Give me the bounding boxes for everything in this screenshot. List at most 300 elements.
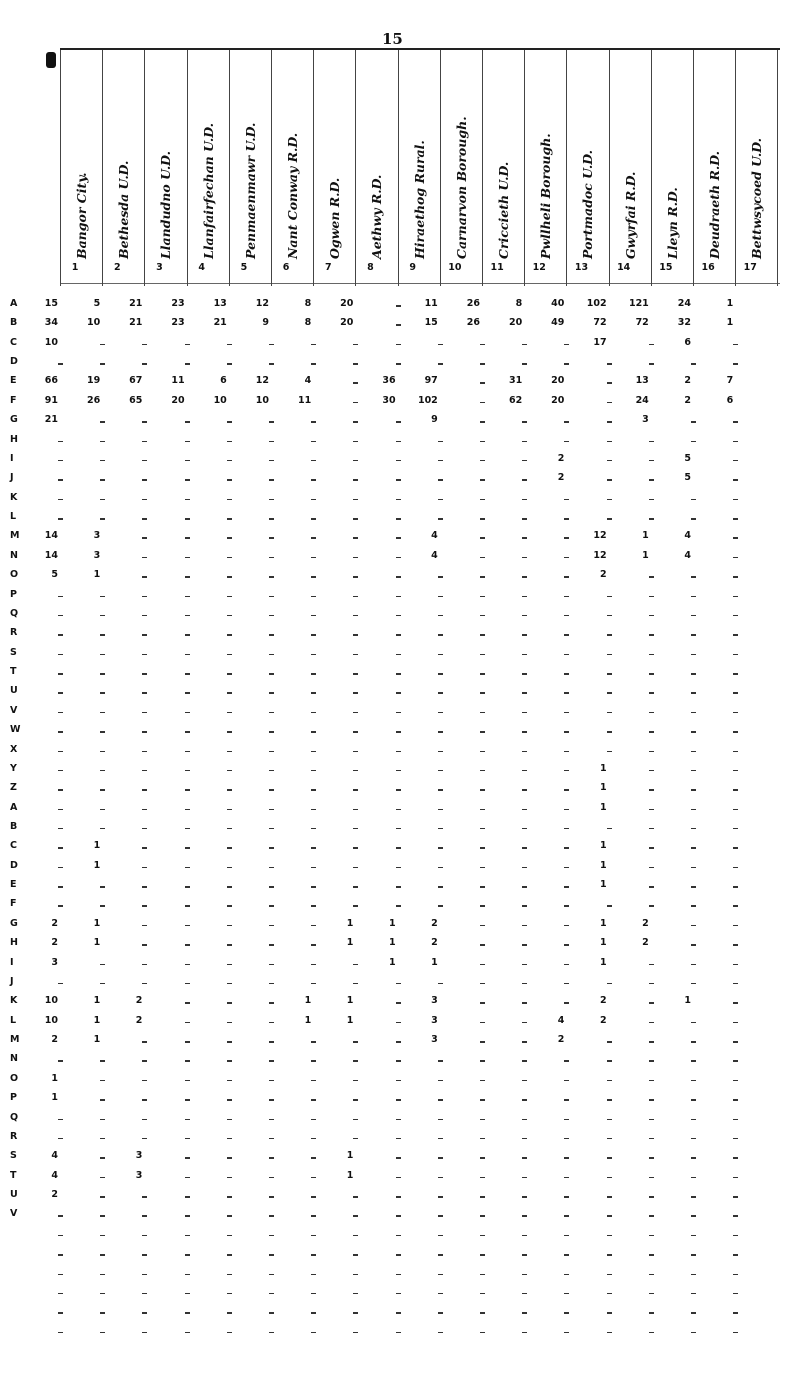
table-cell-dash — [58, 1215, 63, 1217]
table-cell-dash — [396, 499, 401, 501]
table-cell-dash — [691, 1022, 696, 1024]
column-header-label: Criccieth U.D. — [496, 161, 512, 259]
table-cell-dash — [311, 460, 316, 462]
table-cell-dash — [438, 731, 443, 733]
table-cell: 1 — [93, 859, 101, 871]
table-cell-dash — [353, 847, 358, 849]
table-cell-dash — [269, 1293, 274, 1295]
table-cell: 20 — [340, 298, 354, 309]
table-cell-dash — [480, 537, 485, 539]
table-cell-dash — [607, 518, 612, 520]
table-cell: 10 — [44, 995, 58, 1007]
table-cell-dash — [227, 634, 232, 636]
table-cell-dash — [691, 441, 696, 443]
table-cell-dash — [396, 305, 401, 307]
table-cell-dash — [142, 1215, 147, 1217]
table-cell: 2 — [51, 1189, 58, 1201]
column-header — [187, 52, 229, 274]
table-cell-dash — [100, 1254, 105, 1256]
table-cell-dash — [227, 925, 232, 927]
table-cell-dash — [733, 576, 738, 578]
table-cell-dash — [480, 441, 485, 443]
table-cell-dash — [396, 1177, 401, 1179]
table-cell-dash — [185, 789, 190, 791]
table-cell: 66 — [44, 375, 58, 387]
table-cell-dash — [227, 1060, 232, 1062]
table-cell-dash — [269, 1002, 274, 1004]
table-cell-dash — [438, 479, 443, 481]
table-cell-dash — [480, 1293, 485, 1295]
table-cell-dash — [733, 751, 738, 753]
table-cell-dash — [311, 1312, 316, 1314]
table-cell-dash — [185, 1235, 190, 1237]
row-label: S — [10, 1150, 17, 1162]
table-cell-dash — [269, 692, 274, 694]
row-label: I — [10, 956, 14, 968]
table-cell-dash — [269, 712, 274, 714]
column-number: 15 — [659, 262, 673, 273]
table-cell-dash — [649, 634, 654, 636]
table-cell-dash — [142, 344, 147, 346]
table-cell-dash — [480, 1022, 485, 1024]
table-cell-dash — [353, 1312, 358, 1314]
table-cell-dash — [185, 828, 190, 830]
table-cell-dash — [353, 479, 358, 481]
table-cell-dash — [480, 1332, 485, 1334]
table-cell: 13 — [635, 375, 649, 387]
table-cell-dash — [607, 615, 612, 617]
table-cell-dash — [480, 576, 485, 578]
table-cell-dash — [733, 1138, 738, 1140]
table-cell-dash — [564, 518, 569, 520]
table-cell-dash — [691, 673, 696, 675]
column-header — [355, 52, 397, 274]
table-cell-dash — [353, 1332, 358, 1334]
table-cell-dash — [564, 828, 569, 830]
table-cell: 65 — [129, 394, 143, 406]
table-cell-dash — [691, 1235, 696, 1237]
table-cell-dash — [607, 382, 612, 384]
table-cell-dash — [522, 925, 527, 927]
table-cell: 1 — [431, 956, 438, 968]
table-cell-dash — [396, 731, 401, 733]
table-cell: 12 — [255, 298, 269, 309]
table-cell-dash — [396, 1293, 401, 1295]
table-cell-dash — [649, 1002, 654, 1004]
table-cell-dash — [564, 944, 569, 946]
table-cell-dash — [142, 1138, 147, 1140]
table-cell: 3 — [431, 1034, 438, 1046]
table-cell-dash — [353, 654, 358, 656]
table-cell-dash — [480, 925, 485, 927]
table-cell-dash — [649, 1235, 654, 1237]
row-label: R — [10, 1130, 18, 1142]
table-cell-dash — [733, 847, 738, 849]
table-cell-dash — [733, 557, 738, 559]
table-cell-dash — [142, 634, 147, 636]
table-cell-dash — [58, 692, 63, 694]
table-cell-dash — [438, 1293, 443, 1295]
table-cell: 8 — [515, 298, 523, 309]
table-cell-dash — [480, 1138, 485, 1140]
column-number: 17 — [743, 262, 757, 273]
table-cell: 2 — [135, 1014, 143, 1026]
table-cell-dash — [607, 363, 612, 365]
table-cell-dash — [396, 789, 401, 791]
table-cell: 2 — [684, 375, 691, 387]
column-number: 7 — [324, 262, 332, 273]
table-cell-dash — [564, 1254, 569, 1256]
page-number: 15 — [382, 30, 403, 48]
table-cell-dash — [353, 1060, 358, 1062]
table-cell-dash — [607, 1196, 612, 1198]
table-cell-dash — [733, 692, 738, 694]
table-cell-dash — [227, 809, 232, 811]
table-cell-dash — [142, 925, 147, 927]
table-cell-dash — [311, 1041, 316, 1043]
table-cell-dash — [227, 1177, 232, 1179]
table-cell-dash — [227, 964, 232, 966]
table-cell-dash — [607, 1099, 612, 1101]
table-cell-dash — [396, 1157, 401, 1159]
table-cell-dash — [438, 1196, 443, 1198]
table-cell-dash — [649, 499, 654, 501]
table-cell-dash — [227, 615, 232, 617]
table-cell: 12 — [593, 549, 607, 561]
table-cell-dash — [649, 1119, 654, 1121]
ink-blot — [46, 52, 56, 68]
table-cell-dash — [522, 634, 527, 636]
column-header-label: Bettwsycoed U.D. — [749, 138, 765, 259]
table-cell-dash — [480, 712, 485, 714]
table-cell-dash — [185, 770, 190, 772]
table-cell-dash — [58, 615, 63, 617]
column-number: 1 — [71, 262, 79, 273]
table-cell: 26 — [466, 298, 480, 309]
column-header — [651, 52, 693, 274]
table-cell-dash — [733, 441, 738, 443]
table-cell-dash — [185, 673, 190, 675]
table-cell-dash — [227, 1235, 232, 1237]
table-cell: 19 — [86, 375, 101, 387]
table-cell-dash — [396, 1332, 401, 1334]
table-cell: 91 — [44, 394, 58, 406]
table-cell-dash — [691, 905, 696, 907]
table-cell-dash — [58, 789, 63, 791]
table-cell: 2 — [51, 1034, 58, 1046]
table-cell-dash — [185, 1041, 190, 1043]
column-header-label: Llandudno U.D. — [158, 151, 174, 259]
table-cell-dash — [438, 441, 443, 443]
table-cell-dash — [353, 421, 358, 423]
table-cell-dash — [733, 944, 738, 946]
table-cell-dash — [564, 634, 569, 636]
table-cell-dash — [691, 809, 696, 811]
table-cell-dash — [480, 1002, 485, 1004]
table-cell-dash — [733, 363, 738, 365]
table-cell-dash — [522, 441, 527, 443]
table-cell-dash — [311, 886, 316, 888]
table-cell-dash — [438, 770, 443, 772]
table-cell-dash — [607, 1060, 612, 1062]
table-cell: 2 — [557, 1034, 565, 1046]
table-cell-dash — [607, 1274, 612, 1276]
table-cell-dash — [733, 673, 738, 675]
table-cell-dash — [691, 770, 696, 772]
table-cell-dash — [564, 1002, 569, 1004]
table-cell-dash — [522, 615, 527, 617]
table-cell-dash — [353, 809, 358, 811]
table-cell-dash — [733, 809, 738, 811]
table-cell: 8 — [304, 298, 312, 309]
table-cell-dash — [353, 634, 358, 636]
table-cell-dash — [691, 751, 696, 753]
row-label: M — [10, 1034, 20, 1046]
table-cell-dash — [649, 712, 654, 714]
table-cell: 1 — [93, 840, 101, 852]
table-cell-dash — [311, 867, 316, 869]
table-cell-dash — [269, 479, 274, 481]
table-cell-dash — [269, 847, 274, 849]
table-cell-dash — [311, 964, 316, 966]
table-cell-dash — [269, 1312, 274, 1314]
table-cell-dash — [311, 1080, 316, 1082]
table-cell-dash — [396, 1022, 401, 1024]
table-cell-dash — [353, 1080, 358, 1082]
table-cell: 11 — [297, 394, 312, 406]
table-cell-dash — [311, 789, 316, 791]
table-cell-dash — [269, 1060, 274, 1062]
table-cell-dash — [311, 828, 316, 830]
column-header — [609, 52, 651, 274]
table-cell-dash — [522, 828, 527, 830]
column-header-label: Bangor City. — [74, 172, 90, 259]
table-cell-dash — [353, 770, 358, 772]
table-cell-dash — [100, 634, 105, 636]
table-cell-dash — [58, 1060, 63, 1062]
table-cell-dash — [649, 1177, 654, 1179]
table-cell: 36 — [382, 375, 396, 387]
table-cell: 5 — [684, 472, 691, 484]
table-cell-dash — [353, 1119, 358, 1121]
table-cell-dash — [480, 1060, 485, 1062]
table-cell-dash — [691, 1119, 696, 1121]
column-number: 3 — [156, 262, 163, 273]
table-cell: 1 — [304, 1014, 312, 1026]
table-cell: 2 — [684, 394, 691, 406]
table-cell-dash — [607, 460, 612, 462]
table-cell-dash — [311, 751, 316, 753]
column-header — [102, 52, 144, 274]
table-cell-dash — [649, 1274, 654, 1276]
table-cell-dash — [649, 789, 654, 791]
table-cell-dash — [396, 1196, 401, 1198]
table-cell-dash — [480, 751, 485, 753]
table-cell-dash — [100, 1157, 105, 1159]
table-cell-dash — [142, 847, 147, 849]
table-cell-dash — [311, 576, 316, 578]
table-cell-dash — [480, 1041, 485, 1043]
table-cell-dash — [438, 634, 443, 636]
table-cell-dash — [100, 479, 105, 481]
table-cell-dash — [564, 692, 569, 694]
table-cell-dash — [649, 1157, 654, 1159]
table-cell-dash — [733, 1293, 738, 1295]
table-cell-dash — [185, 634, 190, 636]
table-cell-dash — [311, 1215, 316, 1217]
table-cell-dash — [396, 1235, 401, 1237]
column-header-label: Ogwen R.D. — [327, 177, 343, 259]
table-cell-dash — [691, 1215, 696, 1217]
table-cell-dash — [564, 1060, 569, 1062]
table-cell-dash — [58, 1138, 63, 1140]
table-cell-dash — [185, 479, 190, 481]
table-cell-dash — [185, 1119, 190, 1121]
table-cell-dash — [353, 576, 358, 578]
table-cell: 31 — [508, 375, 523, 387]
table-cell-dash — [691, 421, 696, 423]
table-cell-dash — [649, 692, 654, 694]
table-cell-dash — [353, 692, 358, 694]
table-cell: 4 — [304, 375, 312, 387]
table-cell-dash — [353, 731, 358, 733]
table-cell-dash — [100, 692, 105, 694]
table-cell-dash — [480, 1235, 485, 1237]
row-label: Y — [10, 762, 17, 774]
table-cell-dash — [480, 1157, 485, 1159]
table-cell: 2 — [642, 917, 649, 929]
column-header — [60, 52, 102, 274]
table-cell-dash — [522, 363, 527, 365]
table-cell-dash — [100, 1274, 105, 1276]
table-cell-dash — [100, 964, 105, 966]
table-cell-dash — [649, 1254, 654, 1256]
table-cell: 2 — [599, 1014, 607, 1026]
table-cell-dash — [607, 1254, 612, 1256]
table-cell-dash — [733, 925, 738, 927]
table-cell-dash — [396, 615, 401, 617]
table-cell-dash — [522, 1022, 527, 1024]
row-label: Q — [10, 607, 19, 619]
table-cell-dash — [227, 712, 232, 714]
row-label: B — [10, 820, 18, 832]
row-label: H — [10, 937, 18, 949]
table-cell: 1 — [51, 1092, 58, 1104]
row-label: G — [10, 917, 18, 929]
column-header — [313, 52, 355, 274]
table-cell-dash — [649, 847, 654, 849]
table-cell-dash — [438, 499, 443, 501]
table-cell: 4 — [431, 549, 438, 561]
table-cell-dash — [185, 751, 190, 753]
table-cell-dash — [100, 1235, 105, 1237]
table-cell: 2 — [51, 917, 58, 929]
table-cell-dash — [438, 983, 443, 985]
row-label: O — [10, 1072, 19, 1084]
table-cell: 2 — [135, 995, 143, 1007]
table-cell: 1 — [93, 937, 101, 949]
table-cell-dash — [311, 499, 316, 501]
table-cell-dash — [691, 1274, 696, 1276]
table-cell-dash — [522, 1274, 527, 1276]
table-cell-dash — [227, 1215, 232, 1217]
table-cell: 15 — [424, 317, 438, 329]
table-cell-dash — [311, 421, 316, 423]
column-header — [398, 52, 440, 274]
table-cell-dash — [564, 1215, 569, 1217]
row-label: S — [10, 646, 17, 658]
table-cell-dash — [58, 1235, 63, 1237]
table-cell-dash — [733, 1002, 738, 1004]
table-cell-dash — [607, 499, 612, 501]
table-cell-dash — [311, 654, 316, 656]
table-cell: 4 — [557, 1014, 565, 1026]
table-cell-dash — [311, 1177, 316, 1179]
row-label: O — [10, 569, 19, 581]
table-cell-dash — [185, 983, 190, 985]
table-cell-dash — [649, 615, 654, 617]
table-cell: 4 — [431, 530, 438, 542]
row-label: J — [10, 472, 14, 484]
table-cell-dash — [522, 1332, 527, 1334]
table-cell-dash — [353, 983, 358, 985]
table-cell-dash — [227, 867, 232, 869]
table-cell: 7 — [726, 375, 734, 387]
row-label: P — [10, 1092, 17, 1104]
table-cell-dash — [100, 596, 105, 598]
table-cell: 4 — [51, 1150, 58, 1162]
table-cell-dash — [564, 344, 569, 346]
table-cell-dash — [522, 751, 527, 753]
table-cell-dash — [733, 1099, 738, 1101]
table-cell-dash — [311, 731, 316, 733]
table-cell-dash — [522, 770, 527, 772]
table-cell-dash — [438, 673, 443, 675]
table-cell-dash — [58, 518, 63, 520]
table-cell-dash — [269, 673, 274, 675]
table-cell-dash — [649, 460, 654, 462]
table-cell: 5 — [93, 298, 101, 309]
table-cell-dash — [564, 809, 569, 811]
table-cell-dash — [564, 1157, 569, 1159]
table-cell-dash — [311, 712, 316, 714]
table-cell-dash — [58, 479, 63, 481]
table-cell-dash — [142, 789, 147, 791]
table-cell-dash — [438, 1254, 443, 1256]
table-cell: 10 — [44, 336, 58, 348]
table-cell-dash — [480, 1274, 485, 1276]
row-label: P — [10, 588, 17, 600]
table-cell-dash — [269, 1138, 274, 1140]
table-cell-dash — [522, 537, 527, 539]
table-cell-dash — [691, 1293, 696, 1295]
table-cell-dash — [353, 828, 358, 830]
row-label: N — [10, 1053, 18, 1065]
table-cell-dash — [269, 731, 274, 733]
table-cell-dash — [58, 1274, 63, 1276]
table-cell-dash — [522, 596, 527, 598]
table-cell-dash — [353, 673, 358, 675]
table-cell-dash — [311, 1274, 316, 1276]
table-cell-dash — [100, 809, 105, 811]
table-cell-dash — [311, 925, 316, 927]
table-cell-dash — [522, 460, 527, 462]
column-header — [566, 52, 608, 274]
table-cell: 1 — [599, 801, 607, 813]
table-cell-dash — [100, 673, 105, 675]
table-cell-dash — [607, 751, 612, 753]
table-cell-dash — [353, 344, 358, 346]
